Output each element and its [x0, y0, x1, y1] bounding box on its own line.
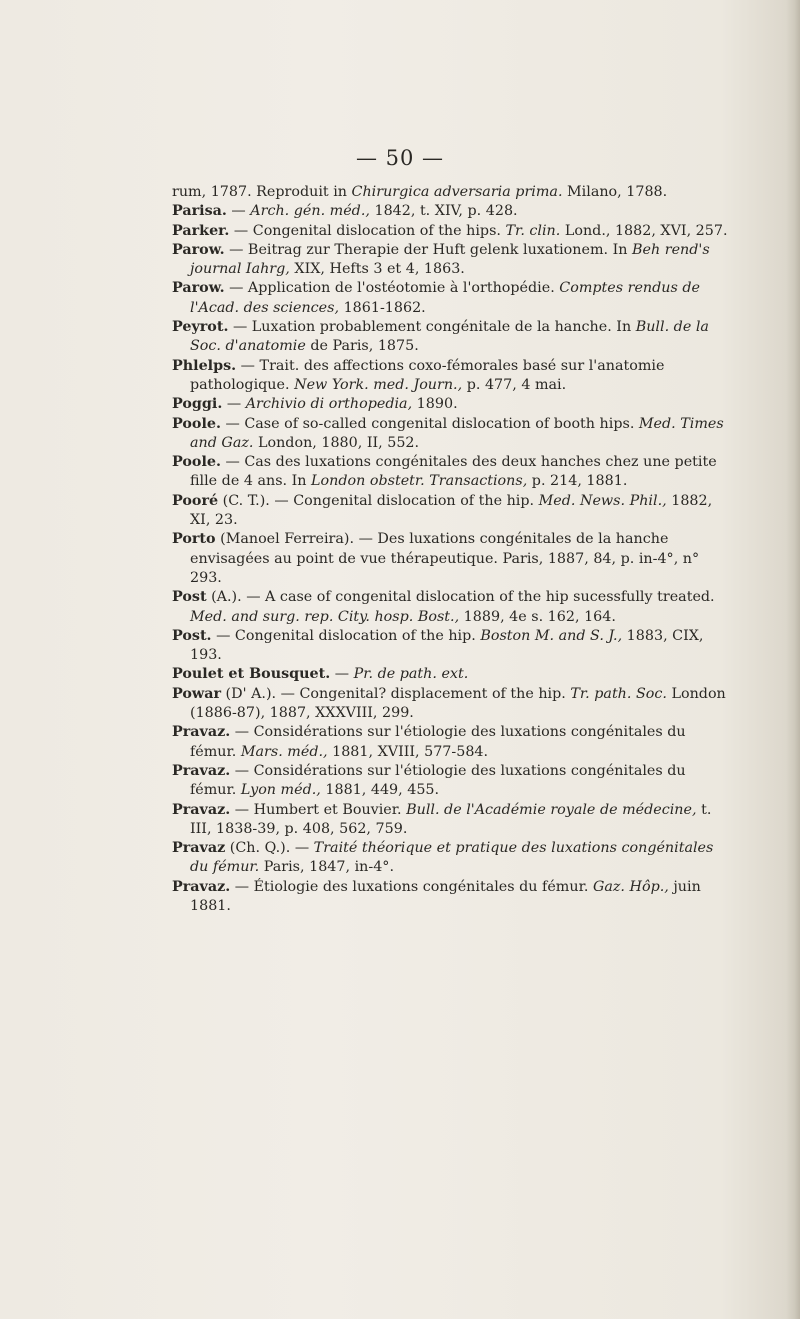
entry-author: Post. [172, 627, 212, 644]
entry-author: Pravaz. [172, 801, 231, 818]
entry-author: Poole. [172, 454, 221, 471]
entry-details: 1881, XVIII, 577-584. [327, 743, 489, 760]
entry-source: Comptes rendus de l'Acad. des sciences, [190, 280, 700, 316]
entry-source: Bull. de la Soc. d'anatomie [190, 319, 709, 355]
entry-details: 1889, 4e s. 162, 164. [459, 608, 616, 625]
bibliography-entry [172, 665, 729, 684]
bibliography-entry [172, 492, 729, 531]
entry-text: (A.). — A case of congenital dislocation of the hip sucessfully treated. [206, 589, 715, 606]
entry-author: Peyrot. [172, 319, 229, 336]
entry-text: — Trait. des affections coxo-fémorales basé sur l'anatomie pathologique. [190, 357, 665, 393]
entry-text: rum, 1787. Reproduit in [172, 184, 352, 200]
entry-source: Pr. de path. ext. [353, 666, 469, 683]
entry-details: 1881, 449, 455. [320, 782, 440, 799]
entry-text: (Ch. Q.). — [225, 840, 314, 857]
bibliography-list [172, 183, 729, 916]
bibliography-entry [172, 183, 729, 202]
entry-text: — Luxation probablement congénitale de la hanche. In [228, 319, 636, 336]
bibliography-entry [172, 415, 729, 454]
entry-text: (Manoel Ferreira). — Des luxations congénitales de la hanche envisagées au point de vue thérapeutique. Paris, 1887, 84, p. in-4°, n° 293. [190, 531, 700, 586]
entry-text: — Case of so-called congenital dislocation of booth hips. [220, 415, 639, 432]
bibliography-entry [172, 222, 729, 241]
entry-text: — [330, 666, 354, 683]
entry-source: Boston M. and S. J., [480, 627, 623, 644]
entry-author: Parow. [172, 241, 225, 258]
entry-author: Poulet et Bousquet. [172, 666, 331, 683]
entry-text: — Cas des luxations congénitales des deux hanches chez une petite fille de 4 ans. In [190, 454, 717, 490]
entry-details: XIX, Hefts 3 et 4, 1863. [289, 261, 465, 278]
entry-details: Paris, 1847, in-4°. [259, 859, 394, 876]
entry-text: — Humbert et Bouvier. [230, 801, 407, 818]
entry-author: Phlelps. [172, 357, 237, 374]
bibliography-entry [172, 723, 729, 762]
entry-details: London (1886-87), 1887, XXXVIII, 299. [190, 685, 726, 722]
entry-details: p. 477, 4 mai. [462, 376, 567, 393]
entry-author: Parisa. [172, 203, 227, 220]
entry-author: Poggi. [172, 396, 223, 413]
entry-source: Chirurgica adversaria prima. [351, 184, 563, 200]
entry-source: Bull. de l'Académie royale de médecine, [406, 801, 697, 818]
bibliography-entry [172, 279, 729, 318]
entry-source: Arch. gén. méd., [250, 203, 370, 220]
bibliography-entry [172, 530, 729, 588]
entry-author: Poole. [172, 415, 221, 432]
entry-source: Gaz. Hôp., [592, 878, 669, 895]
entry-author: Pravaz. [172, 724, 231, 741]
entry-source: Med. and surg. rep. City. hosp. Bost., [190, 608, 460, 625]
bibliography-entry [172, 762, 729, 801]
bibliography-entry [172, 801, 729, 840]
bibliography-entry [172, 318, 729, 357]
entry-details: London, 1880, II, 552. [253, 434, 420, 451]
entry-author: Porto [172, 531, 216, 548]
entry-author: Post [172, 589, 207, 606]
entry-details: 1861-1862. [339, 299, 426, 316]
entry-text: — Congenital dislocation of the hips. [229, 222, 506, 239]
bibliography-entry [172, 453, 729, 492]
entry-details: 1890. [412, 396, 458, 413]
entry-source: London obstetr. Transactions, [311, 473, 528, 490]
entry-text: — Étiologie des luxations congénitales du fémur. [230, 878, 593, 895]
entry-author: Parow. [172, 280, 225, 297]
entry-author: Pravaz. [172, 762, 231, 779]
bibliography-entry [172, 588, 729, 627]
entry-text: — Congenital dislocation of the hip. [211, 627, 481, 644]
bibliography-entry [172, 839, 729, 878]
entry-details: de Paris, 1875. [305, 338, 419, 355]
entry-source: Tr. path. Soc. [570, 685, 667, 702]
bibliography-entry [172, 357, 729, 396]
bibliography-entry [172, 627, 729, 666]
bibliography-entry [172, 685, 729, 724]
entry-source: Archivio di orthopedia, [245, 396, 413, 413]
entry-source: Mars. méd., [240, 743, 328, 760]
entry-details: t. III, 1838-39, p. 408, 562, 759. [190, 801, 712, 837]
entry-details: 1883, CIX, 193. [190, 627, 704, 664]
bibliography-entry [172, 878, 729, 917]
entry-text: (D' A.). — Congenital? displacement of the hip. [221, 685, 571, 702]
entry-source: Med. Times and Gaz. [190, 415, 724, 451]
entry-source: Med. News. Phil., [538, 492, 667, 509]
entry-details: p. 214, 1881. [527, 473, 628, 490]
entry-author: Powar [172, 685, 222, 702]
entry-details: juin 1881. [190, 878, 701, 914]
entry-details: Milano, 1788. [562, 184, 668, 200]
entry-details: Lond., 1882, XVI, 257. [560, 222, 728, 239]
entry-text: — [222, 396, 246, 413]
bibliography-entry [172, 395, 729, 414]
page-edge-shadow [786, 0, 800, 1319]
entry-text: — Beitrag zur Therapie der Huft gelenk luxationem. In [224, 241, 633, 258]
entry-text: (C. T.). — Congenital dislocation of the hip. [218, 492, 539, 509]
entry-source: Tr. clin. [505, 222, 561, 239]
entry-details: 1842, t. XIV, p. 428. [369, 203, 518, 220]
entry-text: — [226, 203, 251, 220]
entry-source: Lyon méd., [240, 782, 321, 799]
entry-text: — Considérations sur l'étiologie des luxations congénitales du fémur. [190, 762, 686, 799]
bibliography-entry [172, 241, 729, 280]
entry-details: 1882, XI, 23. [190, 492, 713, 529]
entry-text: — Application de l'ostéotomie à l'orthopédie. [224, 280, 560, 297]
entry-source: New York. med. Journ., [294, 376, 463, 393]
entry-source: Beh rend's journal Iahrg, [190, 241, 710, 278]
entry-author: Pooré [172, 492, 219, 509]
entry-author: Parker. [172, 222, 230, 239]
entry-author: Pravaz. [172, 878, 231, 895]
bibliography-entry [172, 202, 729, 221]
page-number: — 50 — [355, 146, 445, 170]
entry-source: Traité théorique et pratique des luxations congénitales du fémur. [190, 840, 714, 876]
entry-text: — Considérations sur l'étiologie des luxations congénitales du fémur. [190, 724, 686, 760]
entry-author: Pravaz [172, 840, 226, 857]
